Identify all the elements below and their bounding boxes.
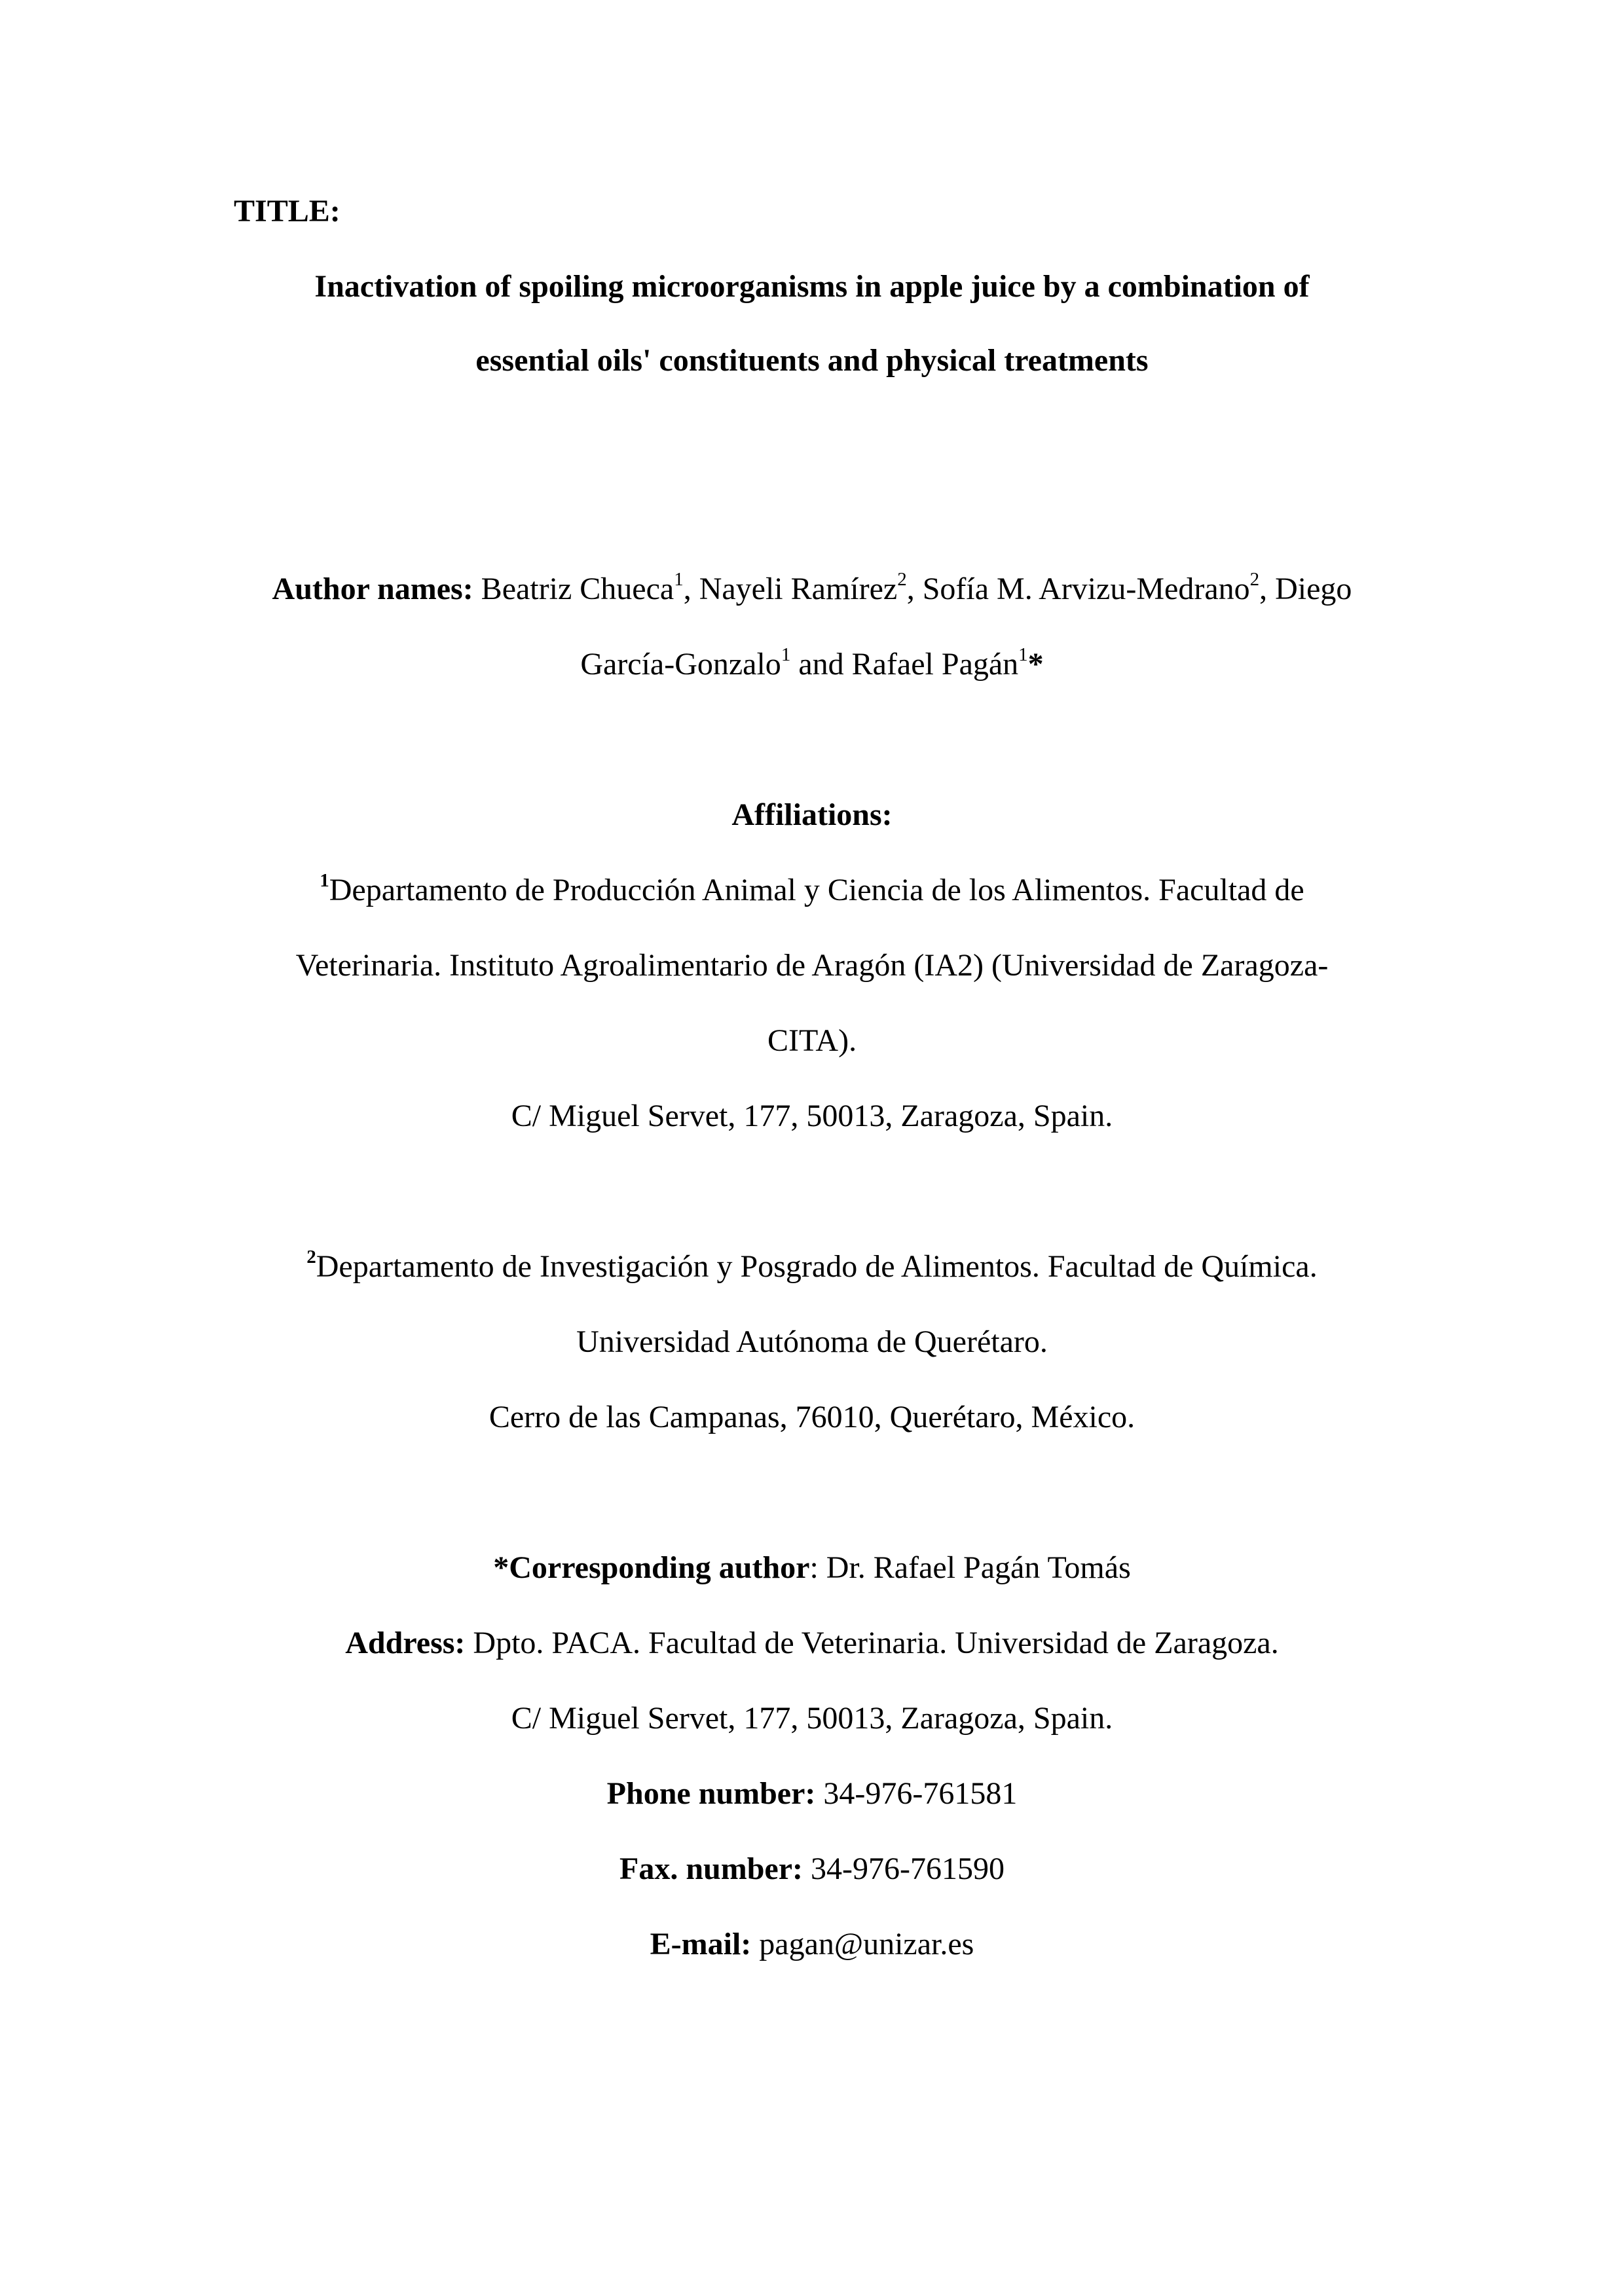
affiliation-marker: 1 — [1018, 644, 1028, 665]
affiliation-marker: 2 — [897, 569, 907, 590]
title-label: TITLE: — [234, 194, 341, 228]
fax-value: 34-976-761590 — [803, 1851, 1005, 1886]
affiliation-marker: 1 — [781, 644, 791, 665]
affiliation-2-address: Cerro de las Campanas, 76010, Querétaro, México. — [489, 1400, 1135, 1434]
author-separator: , — [906, 572, 915, 606]
author-name: Sofía M. Arvizu-Medrano — [914, 572, 1250, 606]
email-value: pagan@unizar.es — [751, 1927, 974, 1961]
corresponding-author-label: *Corresponding author — [493, 1550, 810, 1585]
author-name: Beatriz Chueca — [473, 572, 674, 606]
phone-number — [0, 1774, 1624, 1813]
affiliation-2-line-2: Universidad Autónoma de Querétaro. — [576, 1324, 1048, 1359]
author-separator: , Diego — [1259, 572, 1352, 606]
fax-number — [0, 1850, 1624, 1889]
author-name: and Rafael Pagán — [790, 647, 1019, 682]
affiliation-1-address: C/ Miguel Servet, 177, 50013, Zaragoza, Spain. — [511, 1099, 1113, 1133]
affiliation-number: 2 — [306, 1247, 316, 1267]
corresponding-author-value: : Dr. Rafael Pagán Tomás — [809, 1550, 1131, 1585]
paper-title-line-2: essential oils' constituents and physical treatments — [475, 343, 1149, 378]
affiliation-marker: 1 — [674, 569, 684, 590]
fax-label: Fax. number: — [619, 1851, 803, 1886]
author-separator: , — [683, 572, 692, 606]
email-label: E-mail: — [650, 1927, 752, 1961]
corresponding-author — [0, 1548, 1624, 1588]
affiliation-text: Departamento de Investigación y Posgrado de Alimentos. Facultad de Química. — [316, 1249, 1318, 1284]
affiliation-marker: 2 — [1249, 569, 1260, 590]
author-names-line-2 — [0, 645, 1624, 684]
affiliation-1-line-3: CITA). — [767, 1023, 857, 1058]
author-name: García-Gonzalo — [580, 647, 781, 682]
author-names-line-1 — [0, 570, 1624, 609]
address-label: Address: — [345, 1626, 466, 1660]
address-value: Dpto. PACA. Facultad de Veterinaria. Universidad de Zaragoza. — [465, 1626, 1279, 1660]
address-line-1 — [0, 1624, 1624, 1663]
affiliation-number: 1 — [320, 870, 329, 891]
author-name: Nayeli Ramírez — [691, 572, 898, 606]
affiliation-1-line-2: Veterinaria. Instituto Agroalimentario de Aragón (IA2) (Universidad de Zaragoza- — [295, 948, 1329, 983]
affiliations-heading: Affiliations: — [731, 797, 893, 832]
corresponding-author-mark: * — [1027, 647, 1044, 682]
paper-title-line-1: Inactivation of spoiling microorganisms in apple juice by a combination of — [314, 269, 1310, 304]
affiliation-text: Departamento de Producción Animal y Ciencia de los Alimentos. Facultad de — [329, 873, 1304, 907]
email — [0, 1925, 1624, 1964]
author-names-label: Author names: — [272, 572, 473, 606]
phone-label: Phone number: — [606, 1776, 816, 1811]
address-line-2: C/ Miguel Servet, 177, 50013, Zaragoza, Spain. — [511, 1701, 1113, 1736]
affiliation-2-line-1 — [0, 1247, 1624, 1286]
phone-value: 34-976-761581 — [815, 1776, 1018, 1811]
affiliation-1-line-1 — [0, 871, 1624, 910]
